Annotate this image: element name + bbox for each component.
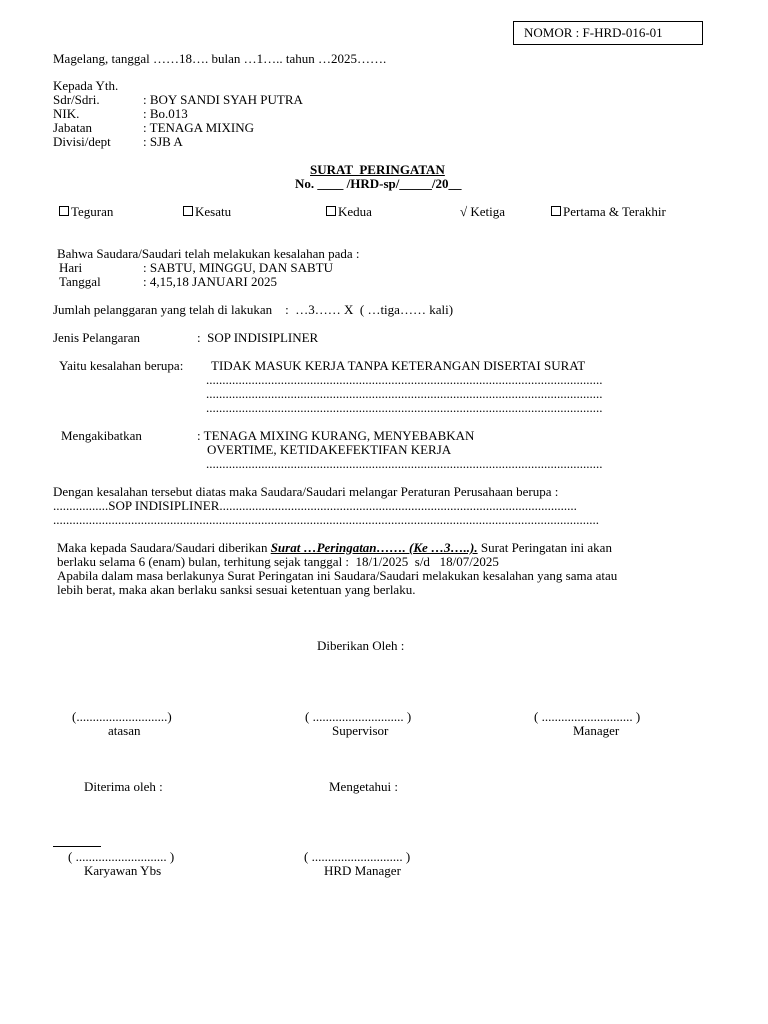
error-value: TIDAK MASUK KERJA TANPA KETERANGAN DISERTAI SURAT xyxy=(211,358,586,373)
recipient-position-value: : TENAGA MIXING xyxy=(143,120,254,135)
regulation-line-1: Dengan kesalahan tersebut diatas maka Saudara/Saudari melangar Peraturan Perusahaan berupa : xyxy=(53,484,559,499)
closing-line-1: Maka kepada Saudara/Saudari diberikan Surat …Peringatan……. (Ke …3…..). Surat Peringatan ini akan xyxy=(57,540,612,555)
recipient-nik-value: : Bo.013 xyxy=(143,106,188,121)
checkbox-icon[interactable] xyxy=(326,206,336,216)
level-kesatu[interactable]: Kesatu xyxy=(183,205,231,219)
closing-line-2: berlaku selama 6 (enam) bulan, terhitung sejak tanggal : 18/1/2025 s/d 18/07/2025 xyxy=(57,554,499,569)
closing-line-4: lebih berat, maka akan berlaku sanksi sesuai ketentuan yang berlaku. xyxy=(57,582,416,597)
regulation-line-3: ........................................................................................................................................................................ xyxy=(53,512,599,527)
violation-type-value: : SOP INDISIPLINER xyxy=(197,330,319,345)
violation-intro: Bahwa Saudara/Saudari telah melakukan kesalahan pada : xyxy=(57,246,360,261)
violation-date-label: Tanggal xyxy=(59,274,101,289)
recipient-name-value: : BOY SANDI SYAH PUTRA xyxy=(143,92,303,107)
recipient-name-label: Sdr/Sdri. xyxy=(53,92,100,107)
violation-date-value: : 4,15,18 JANUARI 2025 xyxy=(143,274,277,289)
effect-line-1: : TENAGA MIXING KURANG, MENYEBABKAN xyxy=(197,428,475,443)
error-dots-2: .......................................................................................................................... xyxy=(206,386,603,401)
error-label: Yaitu kesalahan berupa: xyxy=(59,358,184,373)
place-date: Magelang, tanggal ……18…. bulan …1….. tahun …2025……. xyxy=(53,51,387,66)
effect-label: Mengakibatkan xyxy=(61,428,142,443)
signature-blank-atasan: (............................) xyxy=(72,709,172,724)
greeting: Kepada Yth. xyxy=(53,78,119,93)
level-teguran[interactable]: Teguran xyxy=(59,205,113,219)
letter-number: No. ____ /HRD-sp/_____/20__ xyxy=(295,176,462,191)
form-number-box xyxy=(513,21,703,45)
signature-line xyxy=(53,846,101,847)
level-kedua[interactable]: Kedua xyxy=(326,205,372,219)
signature-role-employee: Karyawan Ybs xyxy=(84,863,162,878)
violation-day-value: : SABTU, MINGGU, DAN SABTU xyxy=(143,260,333,275)
signature-role-atasan: atasan xyxy=(108,723,141,738)
recipient-division-label: Divisi/dept xyxy=(53,134,111,149)
effect-line-2: OVERTIME, KETIDAKEFEKTIFAN KERJA xyxy=(207,442,452,457)
level-ketiga[interactable]: √ Ketiga xyxy=(460,204,506,219)
error-dots-1: .......................................................................................................................... xyxy=(206,372,603,387)
signature-blank-manager: ( ............................ ) xyxy=(534,709,641,724)
checkmark-icon: √ xyxy=(460,204,468,219)
signature-blank-employee: ( ............................ ) xyxy=(68,849,175,864)
signature-blank-supervisor: ( ............................ ) xyxy=(305,709,412,724)
signature-role-manager: Manager xyxy=(573,723,620,738)
violation-type-label: Jenis Pelangaran xyxy=(53,330,141,345)
letter-title: SURAT PERINGATAN xyxy=(310,162,445,177)
violation-day-label: Hari xyxy=(59,260,83,275)
checkbox-icon[interactable] xyxy=(183,206,193,216)
effect-dots: .......................................................................................................................... xyxy=(206,456,603,471)
checkbox-icon[interactable] xyxy=(551,206,561,216)
acknowledged-label: Mengetahui : xyxy=(329,779,398,794)
recipient-division-value: : SJB A xyxy=(143,134,183,149)
given-by-label: Diberikan Oleh : xyxy=(317,638,405,653)
closing-line-3: Apabila dalam masa berlakunya Surat Peringatan ini Saudara/Saudari melakukan kesalahan yang sama atau xyxy=(57,568,618,583)
signature-role-hrd: HRD Manager xyxy=(324,863,401,878)
warning-emphasis: Surat …Peringatan……. (Ke …3…..). xyxy=(270,540,478,555)
recipient-nik-label: NIK. xyxy=(53,106,80,121)
checkbox-icon[interactable] xyxy=(59,206,69,216)
signature-role-supervisor: Supervisor xyxy=(332,723,389,738)
form-number: NOMOR : F-HRD-016-01 xyxy=(524,25,663,40)
recipient-position-label: Jabatan xyxy=(53,120,92,135)
received-by-label: Diterima oleh : xyxy=(84,779,163,794)
regulation-line-2: .................SOP INDISIPLINER.............................................................................................................. xyxy=(53,498,577,513)
error-dots-3: .......................................................................................................................... xyxy=(206,400,603,415)
violation-count: Jumlah pelanggaran yang telah di lakukan : …3…… X ( …tiga…… kali) xyxy=(53,302,454,317)
level-pertama-terakhir[interactable]: Pertama & Terakhir xyxy=(551,205,666,219)
signature-blank-hrd: ( ............................ ) xyxy=(304,849,411,864)
